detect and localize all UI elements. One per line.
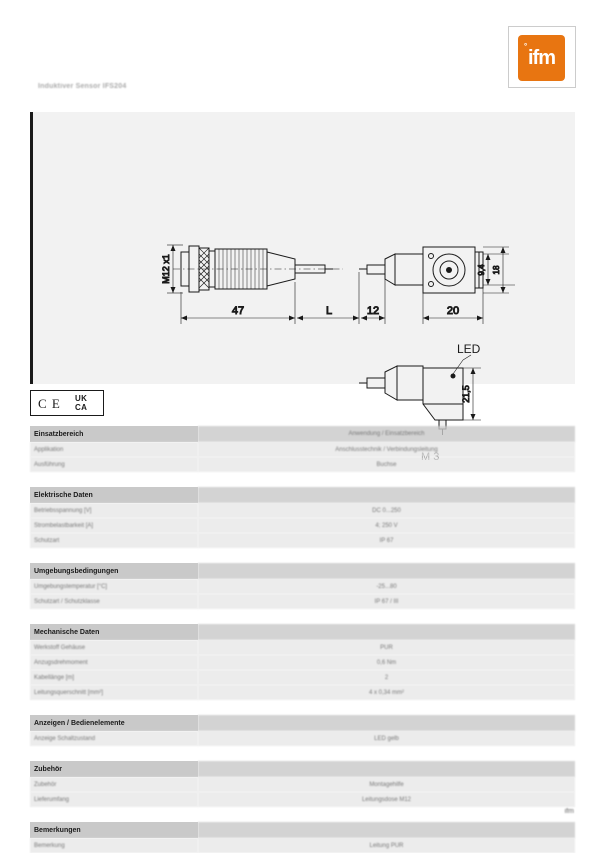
row-label: Bemerkung — [30, 838, 198, 853]
row-value: Buchse — [198, 457, 575, 472]
dim-18: 18 — [492, 265, 501, 275]
table-row — [30, 640, 575, 655]
dim-9-4: 9,4 — [477, 264, 486, 276]
row-value: Montagehilfe — [198, 777, 575, 792]
section-header-value: Anwendung / Einsatzbereich — [198, 426, 575, 442]
row-spacer — [30, 746, 575, 761]
row-label: Applikation — [30, 442, 198, 457]
row-label: Ausführung — [30, 457, 198, 472]
section-title: Anzeigen / Bedienelemente — [30, 715, 198, 731]
row-spacer — [30, 700, 575, 715]
section-header-row — [30, 426, 575, 442]
row-value: 0,6 Nm — [198, 655, 575, 670]
spec-table-body — [30, 426, 575, 853]
row-label: Schutzart / Schutzklasse — [30, 594, 198, 609]
section-header-value — [198, 822, 575, 838]
table-row — [30, 442, 575, 457]
dim-L: L — [325, 305, 333, 317]
row-spacer — [30, 548, 575, 563]
row-value: 4 x 0,34 mm² — [198, 685, 575, 700]
table-row — [30, 457, 575, 472]
ukca-top: UK — [75, 394, 88, 403]
dim-m12x1: M12 x1 — [161, 254, 171, 284]
section-header-row — [30, 563, 575, 579]
section-header-row — [30, 822, 575, 838]
row-spacer — [30, 807, 575, 822]
row-label: Schutzart — [30, 533, 198, 548]
table-row — [30, 594, 575, 609]
ukca-bottom: CA — [75, 403, 88, 412]
section-header-row — [30, 761, 575, 777]
row-label: Leitungsquerschnitt [mm²] — [30, 685, 198, 700]
row-value: 4; 250 V — [198, 518, 575, 533]
logo-superscript: ° — [524, 42, 528, 51]
table-row — [30, 518, 575, 533]
table-row — [30, 792, 575, 807]
ifm-logo — [508, 26, 576, 88]
table-row — [30, 777, 575, 792]
table-row — [30, 503, 575, 518]
row-label: Lieferumfang — [30, 792, 198, 807]
ukca-mark — [75, 394, 87, 412]
label-led: LED — [457, 342, 481, 356]
specification-table — [30, 426, 575, 853]
row-label: Anzeige Schaltzustand — [30, 731, 198, 746]
row-value: DC 0...250 — [198, 503, 575, 518]
row-value: IP 67 / III — [198, 594, 575, 609]
row-spacer — [30, 472, 575, 487]
row-label: Betriebsspannung [V] — [30, 503, 198, 518]
page-title: Induktiver Sensor IFS204 — [38, 83, 127, 90]
section-header-row — [30, 715, 575, 731]
section-header-value — [198, 624, 575, 640]
table-row — [30, 670, 575, 685]
dim-20: 20 — [446, 305, 460, 317]
section-title: Einsatzbereich — [30, 426, 198, 442]
row-value: Leitung PUR — [198, 838, 575, 853]
section-header-row — [30, 487, 575, 503]
section-title: Bemerkungen — [30, 822, 198, 838]
row-value: Anschlusstechnik / Verbindungsleitung — [198, 442, 575, 457]
row-value: Leitungsdose M12 — [198, 792, 575, 807]
certification-marks — [30, 390, 104, 416]
dim-47: 47 — [231, 305, 245, 317]
logo-wordmark: ifm — [528, 47, 555, 69]
section-title: Zubehör — [30, 761, 198, 777]
section-header-value — [198, 487, 575, 503]
table-row — [30, 838, 575, 853]
footer-mark: ifm — [564, 808, 574, 815]
dim-12: 12 — [366, 305, 380, 317]
row-value: 2 — [198, 670, 575, 685]
ce-mark: C E — [38, 396, 61, 411]
section-header-value — [198, 715, 575, 731]
section-header-value — [198, 761, 575, 777]
row-value: PUR — [198, 640, 575, 655]
logo-background — [518, 35, 565, 81]
row-label: Strombelastbarkeit [A] — [30, 518, 198, 533]
section-title: Umgebungsbedingungen — [30, 563, 198, 579]
table-row — [30, 533, 575, 548]
row-label: Werkstoff Gehäuse — [30, 640, 198, 655]
section-title: Mechanische Daten — [30, 624, 198, 640]
row-value: IP 67 — [198, 533, 575, 548]
dim-21-5: 21,5 — [461, 385, 471, 403]
table-row — [30, 731, 575, 746]
section-header-row — [30, 624, 575, 640]
table-row — [30, 655, 575, 670]
row-value: LED gelb — [198, 731, 575, 746]
table-row — [30, 685, 575, 700]
row-value: -25...80 — [198, 579, 575, 594]
row-spacer — [30, 609, 575, 624]
row-label: Umgebungstemperatur [°C] — [30, 579, 198, 594]
row-label: Zubehör — [30, 777, 198, 792]
section-header-value — [198, 563, 575, 579]
row-label: Anzugsdrehmoment — [30, 655, 198, 670]
section-title: Elektrische Daten — [30, 487, 198, 503]
table-row — [30, 579, 575, 594]
row-label: Kabellänge [m] — [30, 670, 198, 685]
